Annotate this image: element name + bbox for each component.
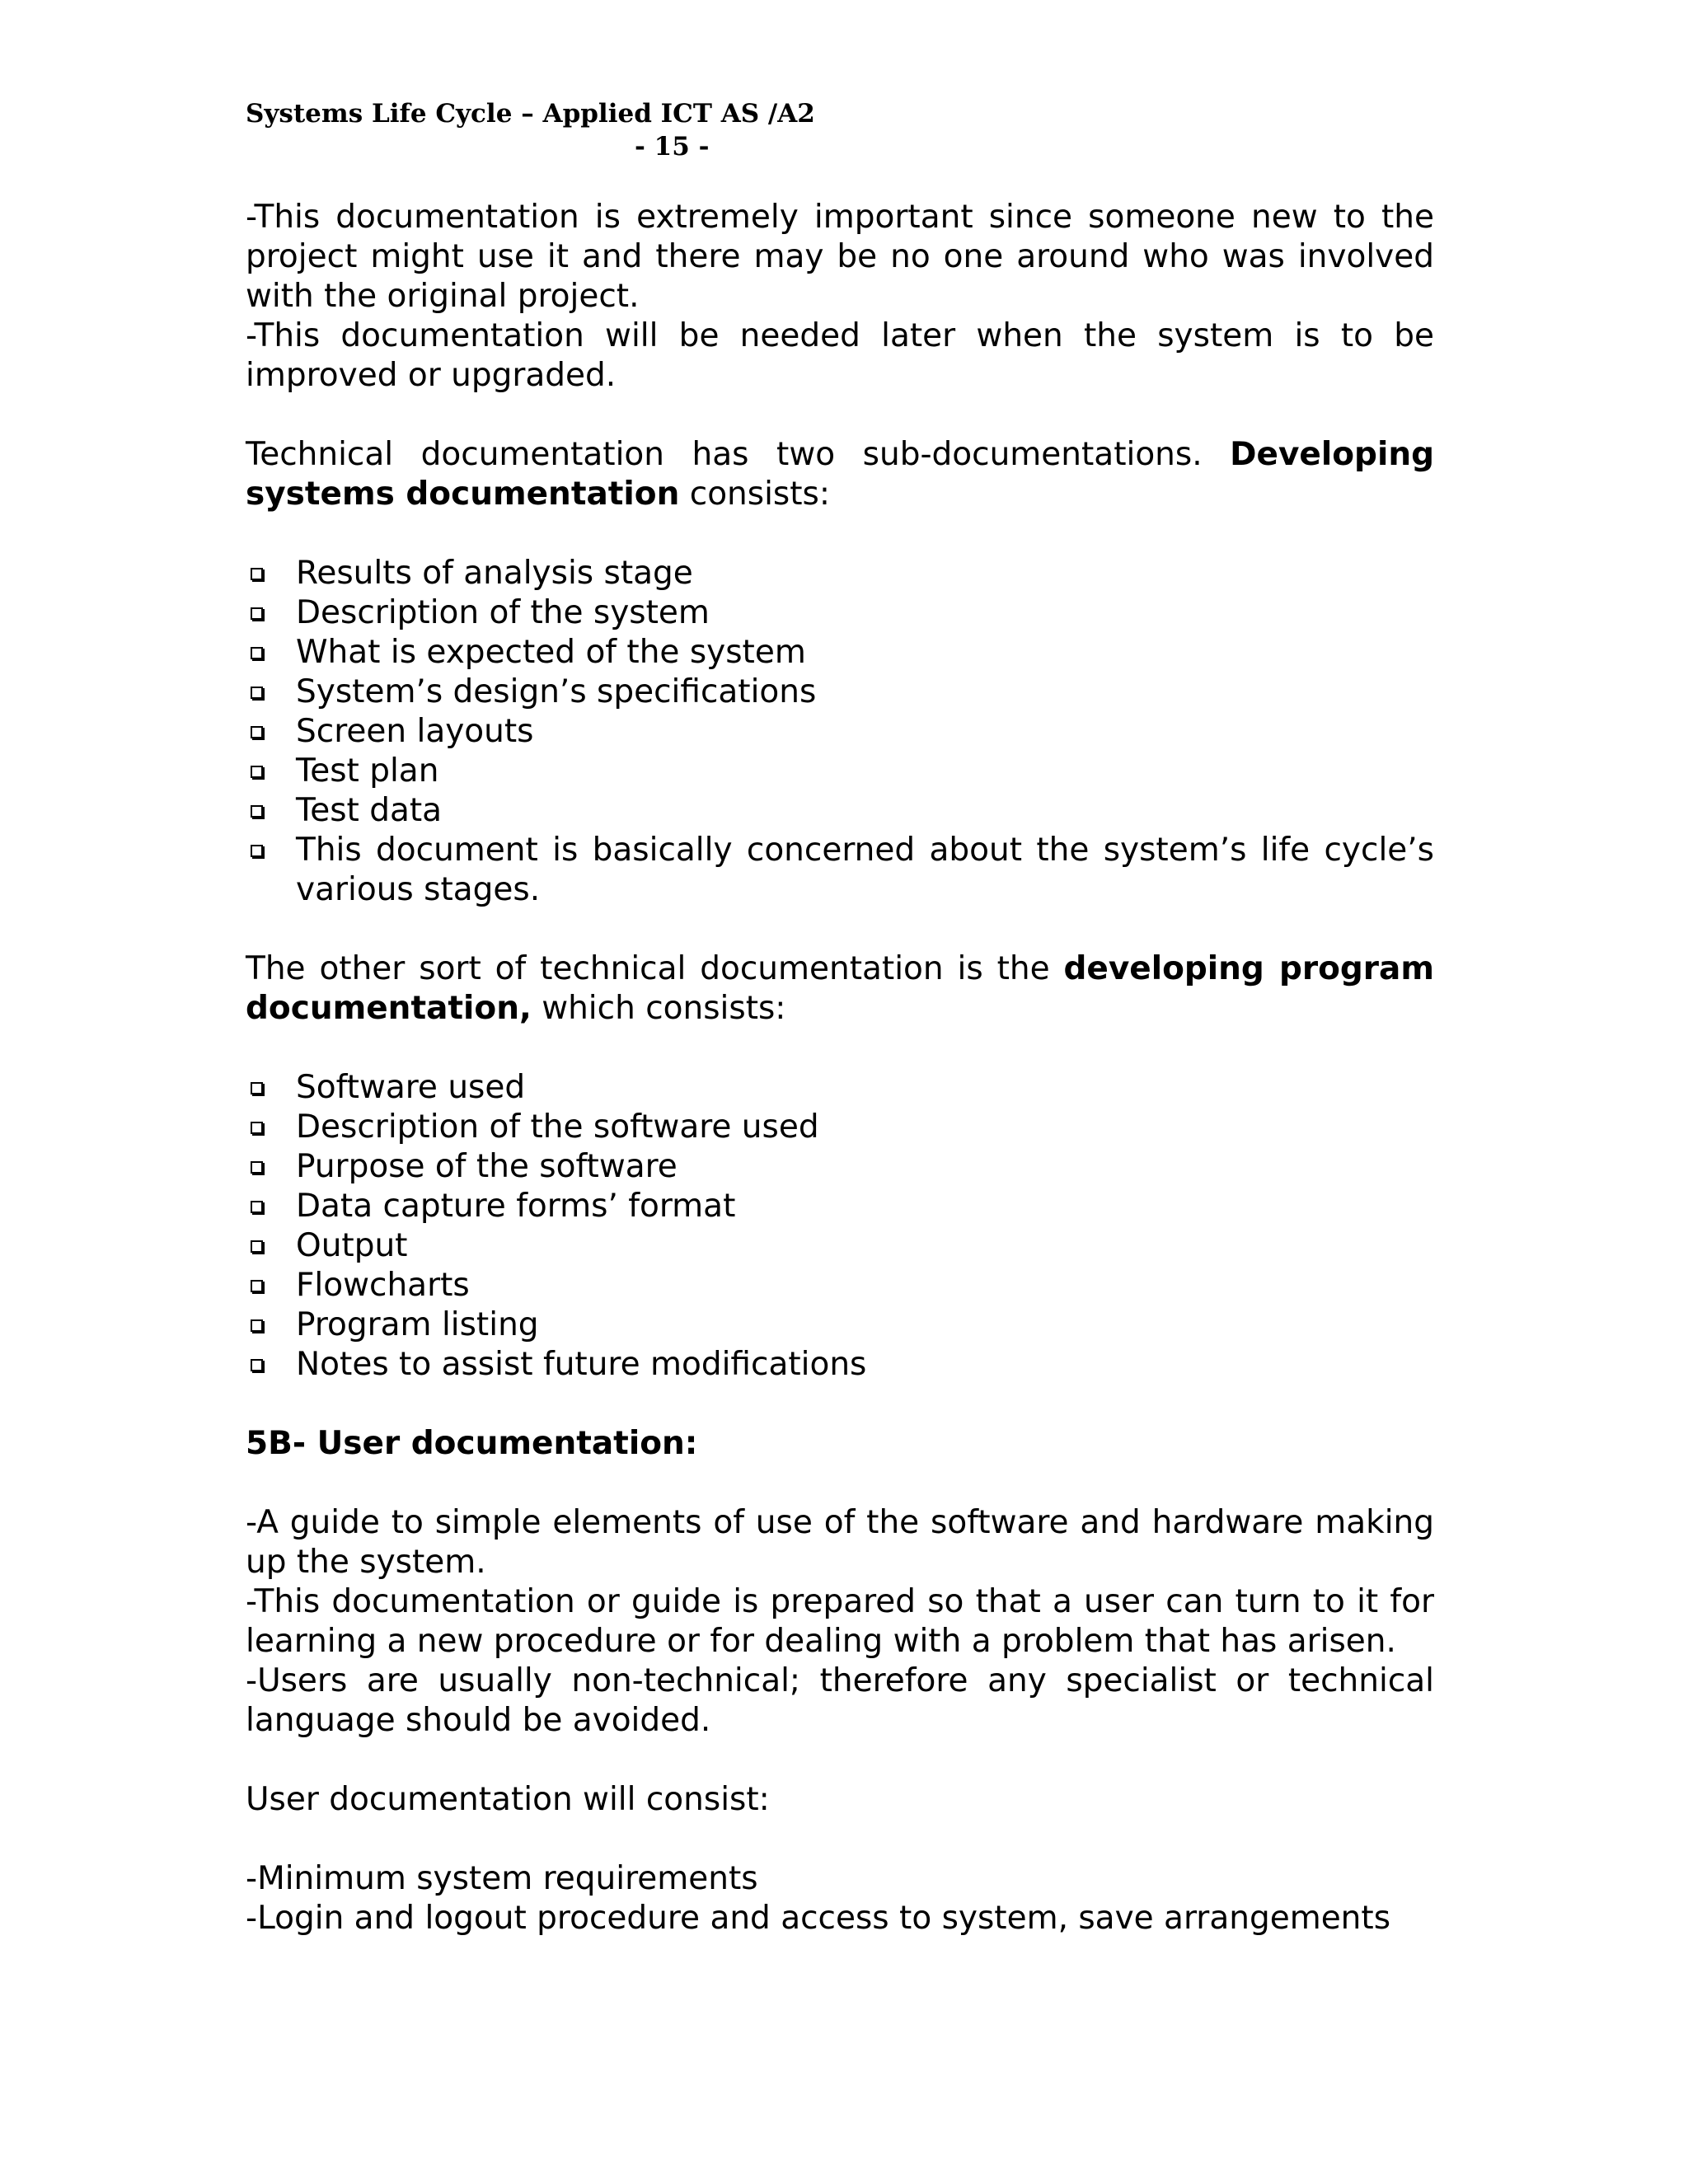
page-header-title: Systems Life Cycle – Applied ICT AS /A2 [246,99,815,129]
list-item: Description of the software used [246,1108,1434,1147]
program-doc-paragraph [246,949,1434,1029]
checkbox-bullet-icon [251,1122,263,1134]
systems-doc-list [246,554,1434,910]
list-item: Software used [246,1068,1434,1108]
user-doc-line-2: -This documentation or guide is prepared so that a user can turn to it for learning a new procedure or for dealing with a problem that has arisen. [246,1583,1434,1660]
checkbox-bullet-icon [251,647,263,659]
list-item: Output [246,1226,1434,1266]
intro-paragraph [246,198,1434,396]
user-doc-items [246,1859,1434,1938]
checkbox-bullet-icon [251,805,263,818]
list-item: Test plan [246,752,1434,791]
list-item: System’s design’s specifications [246,673,1434,712]
list-item: Purpose of the software [246,1147,1434,1187]
technical-bold-term: Developing systems documentation [246,436,1434,513]
list-item: Notes to assist future modifications [246,1345,1434,1385]
checkbox-bullet-icon [251,607,263,620]
list-item: What is expected of the system [246,633,1434,673]
list-item: Screen layouts [246,712,1434,752]
list-item: Flowcharts [246,1266,1434,1305]
program-doc-list [246,1068,1434,1385]
checkbox-bullet-icon [251,568,263,580]
list-item: Description of the system [246,593,1434,633]
checkbox-bullet-icon [251,687,263,699]
user-doc-line-1: -A guide to simple elements of use of the software and hardware making up the system. [246,1504,1434,1581]
checkbox-bullet-icon [251,1280,263,1292]
list-item: Results of analysis stage [246,554,1434,593]
list-item: Test data [246,791,1434,831]
list-item: Data capture forms’ format [246,1187,1434,1226]
program-text-before: The other sort of technical documentation is the [246,950,1064,987]
user-doc-consist: User documentation will consist: [246,1781,770,1818]
program-text-after: which consists: [531,990,786,1027]
user-doc-paragraph [246,1503,1434,1741]
technical-text-after: consists: [679,476,831,513]
intro-line-1: -This documentation is extremely important since someone new to the project might use it and there may be no one around who was involved with the original project. [246,199,1434,315]
user-doc-line-3: -Users are usually non-technical; therefore any specialist or technical language should be avoided. [246,1662,1434,1739]
checkbox-bullet-icon [251,1240,263,1253]
technical-text-before: Technical documentation has two sub-documentations. [246,436,1231,473]
program-bold-term: developing program documentation, [246,950,1434,1027]
section-heading-user-doc: 5B- User documentation: [246,1425,698,1462]
checkbox-bullet-icon [251,1082,263,1094]
page-number: - 15 - [635,132,710,162]
user-doc-item-2: -Login and logout procedure and access to system, save arrangements [246,1900,1391,1937]
checkbox-bullet-icon [251,1319,263,1332]
checkbox-bullet-icon [251,1161,263,1174]
list-item: Program listing [246,1305,1434,1345]
checkbox-bullet-icon [251,1359,263,1371]
intro-line-2: -This documentation will be needed later when the system is to be improved or upgraded. [246,317,1434,394]
checkbox-bullet-icon [251,1201,263,1213]
checkbox-bullet-icon [251,726,263,738]
technical-paragraph [246,435,1434,514]
checkbox-bullet-icon [251,845,263,857]
checkbox-bullet-icon [251,766,263,778]
list-item: This document is basically concerned about the system’s life cycle’s various stages. [246,831,1434,910]
user-doc-item-1: -Minimum system requirements [246,1860,758,1897]
